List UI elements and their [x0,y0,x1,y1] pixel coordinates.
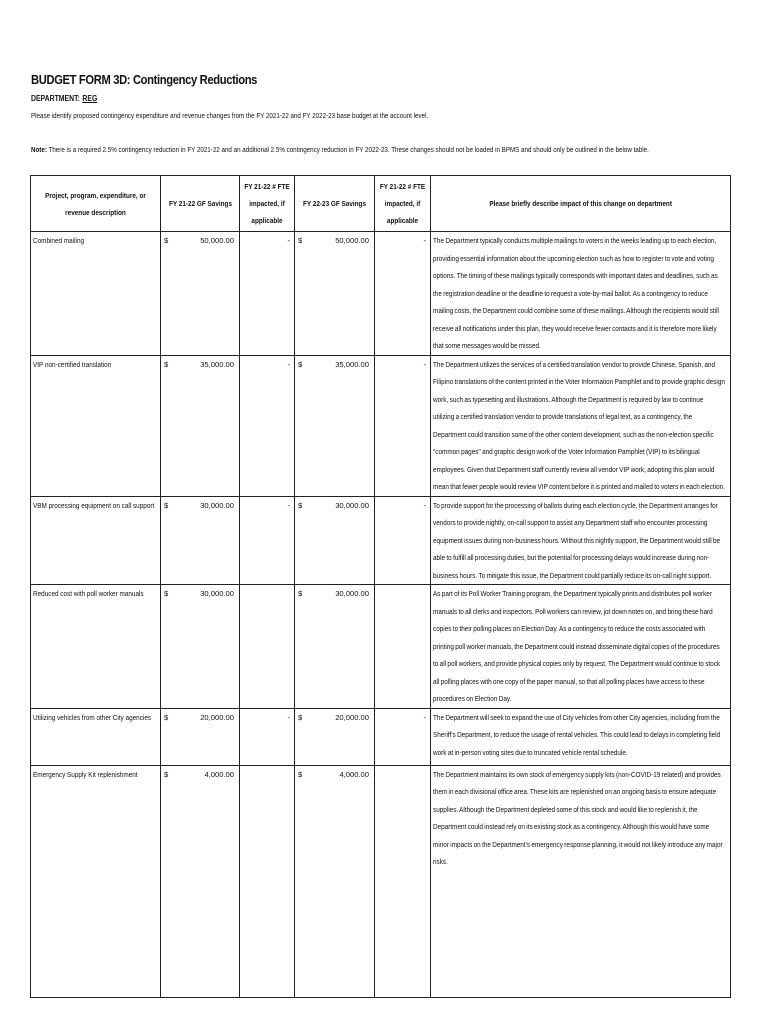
row-name: Utilizing vehicles from other City agencies [31,708,161,765]
row-impact: To provide support for the processing of ballots during each election cycle, the Department arranges for vendors to provide nightly, on-call support to assist any Department staff who encounter processing equipment issues during non-business hours. Without this nightly support, the Department would still be able to fulfill all processing duties, but the potential for processing delays would increase during non-business hours. To mitigate this issue, the Department could partially reduce its on-call night support. [431,496,731,585]
contingency-table [30,175,731,998]
note-text: There is a required 2.5% contingency reduction in FY 2021-22 and an additional 2.5% contingency reduction in FY 2022-23. These changes should not be loaded in BPMS and should only be outlined in the below table. [48,145,649,154]
row-name: Emergency Supply Kit replenishment [31,765,161,997]
table-header-row [31,176,731,232]
instructions-text: Please identify proposed contingency expenditure and revenue changes from the FY 2021-22 and FY 2022-23 base budget at the account level. [31,111,429,120]
row-fy2223-fte [375,765,431,997]
row-impact: As part of its Poll Worker Training program, the Department typically prints and distributes poll worker manuals to all clerks and inspectors. Poll workers can review, jot down notes on, and bring these hard copies to their polling places on Election Day. As a contingency to reduce the costs associated with printing poll worker manuals, the Department could instead disseminate digital copies of the procedures to all poll workers, and provide physical copies only by request. The Department would continue to stock all polling places with one copy of the paper manual, so that all polling places have access to these procedures on Election Day. [431,585,731,709]
form-title: BUDGET FORM 3D: Contingency Reductions [31,72,258,87]
note-label: Note: [31,145,47,154]
header-fy2223-savings: FY 22-23 GF Savings [295,176,375,232]
row-fy2122-fte [240,765,295,997]
row-fy2122-savings: $ 30,000.00 [161,496,240,585]
header-impact: Please briefly describe impact of this change on department [431,176,731,232]
row-fy2223-fte: - [375,355,431,496]
row-impact: The Department maintains its own stock of emergency supply kits (non-COVID-19 related) and provides them in each divisional office area. These kits are replenished on an ongoing basis to ensure adequate supplies. Although the Department depleted some of this stock and would like to replenish it, the Department could instead rely on its existing stock as a contingency. Although this would have some minor impacts on the Department's emergency response planning, it would not likely introduce any major risks. [431,765,731,997]
department-value: REG [82,94,98,103]
row-impact: The Department typically conducts multiple mailings to voters in the weeks leading up to each election, providing essential information about the upcoming election such as how to register to vote and voting options. The timing of these mailings typically corresponds with important dates and deadlines, such as the registration deadline or the deadline to request a vote-by-mail ballot. As a contingency to reduce mailing costs, the Department could combine some of these mailings. Although the recipients would still receive all notifications under this plan, they would receive fewer contacts and it is therefore more likely that some messages would be missed. [431,232,731,356]
row-fy2223-fte: - [375,708,431,765]
row-name: VBM processing equipment on call support [31,496,161,585]
department-label: DEPARTMENT: [31,94,80,103]
table-row [31,355,731,496]
row-fy2223-fte: - [375,232,431,356]
row-name: Combined mailing [31,232,161,356]
row-fy2122-savings: $ 4,000.00 [161,765,240,997]
row-fy2122-fte: - [240,355,295,496]
row-fy2122-savings: $ 50,000.00 [161,232,240,356]
row-fy2223-savings: $ 30,000.00 [295,496,375,585]
row-impact: The Department utilizes the services of a certified translation vendor to provide Chinese, Spanish, and Filipino translations of the content printed in the Voter Information Pamphlet and to provide graphic design work, such as typesetting and illustrations. Although the Department is required by law to continue utilizing a certified translation vendor to provide translations of legal text, as a contingency, the Department could transition some of the other content development, such as the non-election specific "common pages" and graphic design work of the Voter Information Pamphlet (VIP) to its bilingual employees. Given that Department staff currently review all vendor VIP work, adopting this plan would mean that fewer people would review VIP content before it is printed and mailed to voters in each election. [431,355,731,496]
row-fy2122-fte: - [240,708,295,765]
table-row [31,765,731,997]
table-row [31,585,731,709]
row-name: VIP non-certified translation [31,355,161,496]
row-fy2122-savings: $ 35,000.00 [161,355,240,496]
row-fy2223-fte: - [375,496,431,585]
header-fy2122-savings: FY 21-22 GF Savings [161,176,240,232]
note-line [31,145,649,154]
row-fy2223-savings: $ 50,000.00 [295,232,375,356]
row-fy2122-fte: - [240,232,295,356]
row-fy2223-savings: $ 20,000.00 [295,708,375,765]
row-fy2223-savings: $ 35,000.00 [295,355,375,496]
row-impact: The Department will seek to expand the use of City vehicles from other City agencies, including from the Sheriff's Department, to reduce the usage of rental vehicles. This could lead to delays in completing field work at in-person voting sites due to truncated vehicle rental schedule. [431,708,731,765]
row-fy2122-savings: $ 30,000.00 [161,585,240,709]
row-fy2122-fte: - [240,496,295,585]
header-fy2223-fte: FY 21-22 # FTE impacted, if applicable [375,176,431,232]
header-fy2122-fte: FY 21-22 # FTE impacted, if applicable [240,176,295,232]
table-row [31,232,731,356]
row-fy2223-savings: $ 4,000.00 [295,765,375,997]
row-name: Reduced cost with poll worker manuals [31,585,161,709]
table-row [31,496,731,585]
row-fy2223-savings: $ 30,000.00 [295,585,375,709]
row-fy2122-fte [240,585,295,709]
row-fy2122-savings: $ 20,000.00 [161,708,240,765]
header-project: Project, program, expenditure, or revenue description [31,176,161,232]
table-row [31,708,731,765]
department-line [31,94,97,103]
row-fy2223-fte [375,585,431,709]
